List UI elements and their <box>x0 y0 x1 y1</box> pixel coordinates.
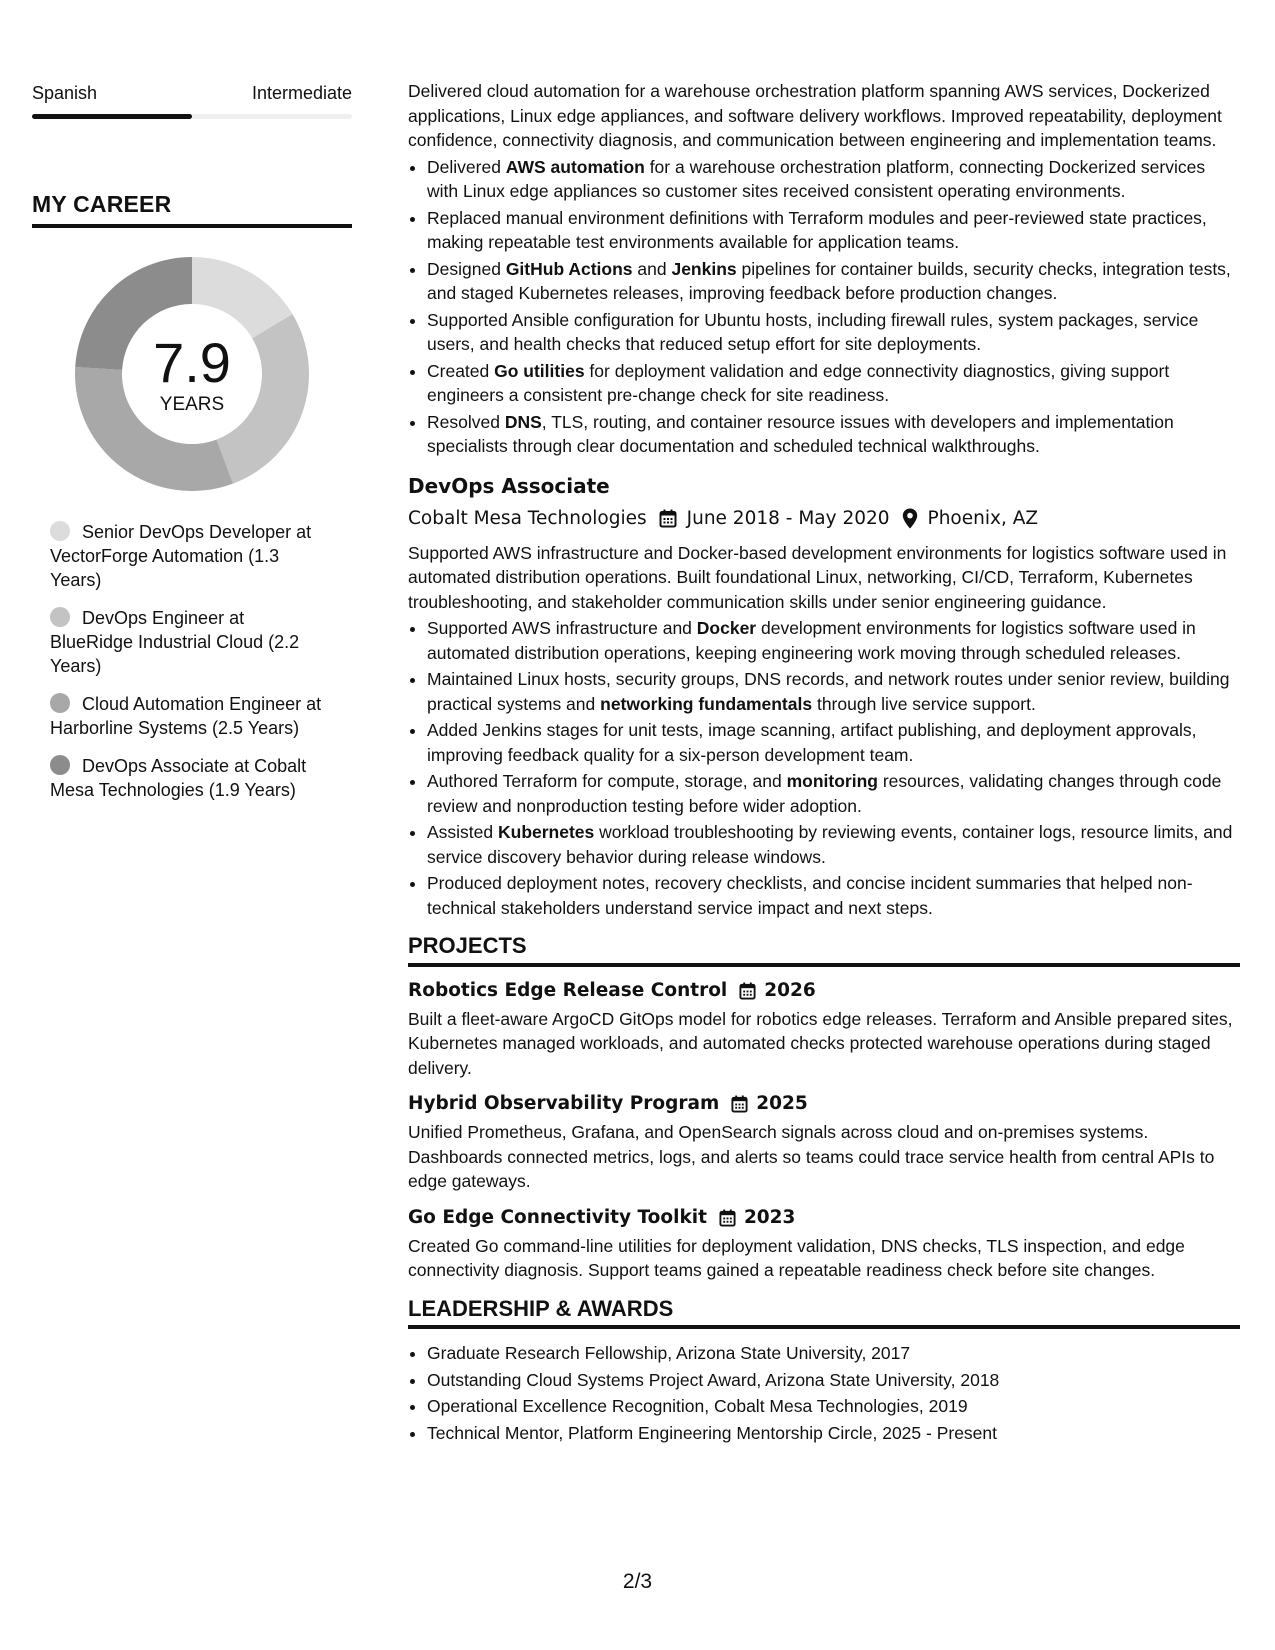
legend-dot-icon <box>50 607 70 627</box>
award-item: • Technical Mentor, Platform Engineering Mentorship Circle, 2025 - Present <box>427 1421 1240 1446</box>
bullet-item: • Created Go utilities for deployment validation and edge connectivity diagnostics, giving support engineers a consistent pre-change check for site readiness. <box>427 359 1240 408</box>
bullet-item: • Delivered AWS automation for a warehouse orchestration platform, connecting Dockerized services with Linux edge appliances so customer sites received consistent operating environments. <box>427 155 1240 204</box>
calendar-icon <box>731 1095 748 1113</box>
legend-item <box>50 754 322 802</box>
career-legend <box>50 520 322 802</box>
career-total-years: 7.9 <box>153 331 231 394</box>
main-content <box>408 79 1240 1447</box>
job-meta <box>408 503 1240 535</box>
legend-dot-icon <box>50 693 70 713</box>
project-description: Built a fleet-aware ArgoCD GitOps model for robotics edge releases. Terraform and Ansible prepared sites, Kubernetes managed workloads, and automated checks protected warehouse operations during staged delivery. <box>408 1008 1233 1078</box>
bullet-item: • Supported AWS infrastructure and Docker development environments for logistics software used in automated distribution operations, keeping engineering work moving through scheduled releases. <box>427 616 1240 665</box>
project-year: 2026 <box>764 979 816 1001</box>
project-name: Hybrid Observability Program <box>408 1093 720 1114</box>
career-donut-chart <box>32 246 352 506</box>
projects-section-title: PROJECTS <box>408 934 1240 967</box>
bullet-item: • Assisted Kubernetes workload troubleshooting by reviewing events, container logs, resource limits, and service discovery behavior during release windows. <box>427 820 1240 869</box>
project-title <box>408 1090 1240 1118</box>
project-name: Robotics Edge Release Control <box>408 979 728 1001</box>
legend-item <box>50 692 322 740</box>
language-proficiency-bar <box>32 114 352 119</box>
project-description: Unified Prometheus, Grafana, and OpenSearch signals across cloud and on-premises systems. Dashboards connected metrics, logs, and alerts so teams could trace service health from central APIs to edge gateways. <box>408 1122 1215 1191</box>
job-dates: June 2018 - May 2020 <box>686 507 890 529</box>
award-item: • Operational Excellence Recognition, Cobalt Mesa Technologies, 2019 <box>427 1394 1240 1419</box>
project-year: 2025 <box>756 1093 808 1114</box>
project-title <box>408 977 1240 1005</box>
calendar-icon <box>719 1209 736 1227</box>
language-level: Intermediate <box>251 83 352 103</box>
location-pin-icon <box>902 508 918 529</box>
bullet-item: • Added Jenkins stages for unit tests, image scanning, artifact publishing, and deployment approvals, improving feedback quality for a six-person development team. <box>427 718 1240 767</box>
language-proficiency-fill <box>32 114 192 119</box>
legend-dot-icon <box>50 755 70 775</box>
legend-label: DevOps Engineer at BlueRidge Industrial Cloud (2.2 Years) <box>50 608 300 676</box>
bullet-item: • Supported Ansible configuration for Ubuntu hosts, including firewall rules, system packages, service users, and health checks that reduced setup effort for site deployments. <box>427 308 1240 357</box>
bullet-item: • Resolved DNS, TLS, routing, and container resource issues with developers and implementation specialists through clear documentation and scheduled technical walkthroughs. <box>427 410 1240 459</box>
project-title <box>408 1204 1240 1232</box>
job-bullets <box>408 616 1240 920</box>
job-company: Cobalt Mesa Technologies <box>408 507 647 529</box>
project-description: Created Go command-line utilities for deployment validation, DNS checks, TLS inspection, and edge connectivity diagnosis. Support teams gained a repeatable readiness check before site changes. <box>408 1235 1185 1280</box>
bullet-item: • Authored Terraform for compute, storage, and monitoring resources, validating changes through code review and nonproduction testing before wider adoption. <box>427 769 1240 818</box>
sidebar <box>32 80 352 816</box>
project-year: 2023 <box>743 1206 796 1228</box>
calendar-icon <box>659 509 677 528</box>
calendar-icon <box>739 982 756 1000</box>
awards-section-title: LEADERSHIP & AWARDS <box>408 1297 1240 1330</box>
career-section-title: MY CAREER <box>32 191 352 228</box>
job-summary: Supported AWS infrastructure and Docker-based development environments for logistics software used in automated distribution operations. Built foundational Linux, networking, CI/CD, Terraform, Kubernetes troubleshooting, and stakeholder communication skills under senior engineering guidance. <box>408 542 1227 612</box>
legend-label: DevOps Associate at Cobalt Mesa Technologies (1.9 Years) <box>50 756 307 800</box>
award-item: • Outstanding Cloud Systems Project Award, Arizona State University, 2018 <box>427 1368 1240 1393</box>
award-item: • Graduate Research Fellowship, Arizona State University, 2017 <box>427 1341 1240 1366</box>
prev-job-summary: Delivered cloud automation for a warehouse orchestration platform spanning AWS services, Dockerized applications, Linux edge appliances, and software delivery workflows. Improved repeatability, deployment confidence, connectivity diagnosis, and communication between engineering and implementation teams. <box>408 81 1222 150</box>
bullet-item: • Maintained Linux hosts, security groups, DNS records, and network routes under senior review, building practical systems and networking fundamentals through live service support. <box>427 667 1240 716</box>
awards-list <box>408 1341 1240 1445</box>
prev-job-bullets <box>408 155 1240 459</box>
bullet-item: • Produced deployment notes, recovery checklists, and concise incident summaries that helped non-technical stakeholders understand service impact and next steps. <box>427 871 1240 920</box>
legend-item <box>50 520 322 592</box>
bullet-item: • Designed GitHub Actions and Jenkins pipelines for container builds, security checks, integration tests, and staged Kubernetes releases, improving feedback before production changes. <box>427 257 1240 306</box>
language-name: Spanish <box>32 83 98 103</box>
legend-label: Senior DevOps Developer at VectorForge Automation (1.3 Years) <box>50 522 312 590</box>
project-name: Go Edge Connectivity Toolkit <box>408 1206 707 1228</box>
language-row <box>32 80 352 106</box>
bullet-item: • Replaced manual environment definitions with Terraform modules and peer-reviewed state practices, making repeatable test environments available for application teams. <box>427 206 1240 255</box>
job-location: Phoenix, AZ <box>927 507 1039 529</box>
job-title: DevOps Associate <box>408 473 610 498</box>
career-total-unit: YEARS <box>159 394 225 415</box>
legend-item <box>50 606 322 678</box>
legend-label: Cloud Automation Engineer at Harborline Systems (2.5 Years) <box>50 694 322 738</box>
page-number: 2/3 <box>622 1570 653 1593</box>
legend-dot-icon <box>50 521 70 541</box>
